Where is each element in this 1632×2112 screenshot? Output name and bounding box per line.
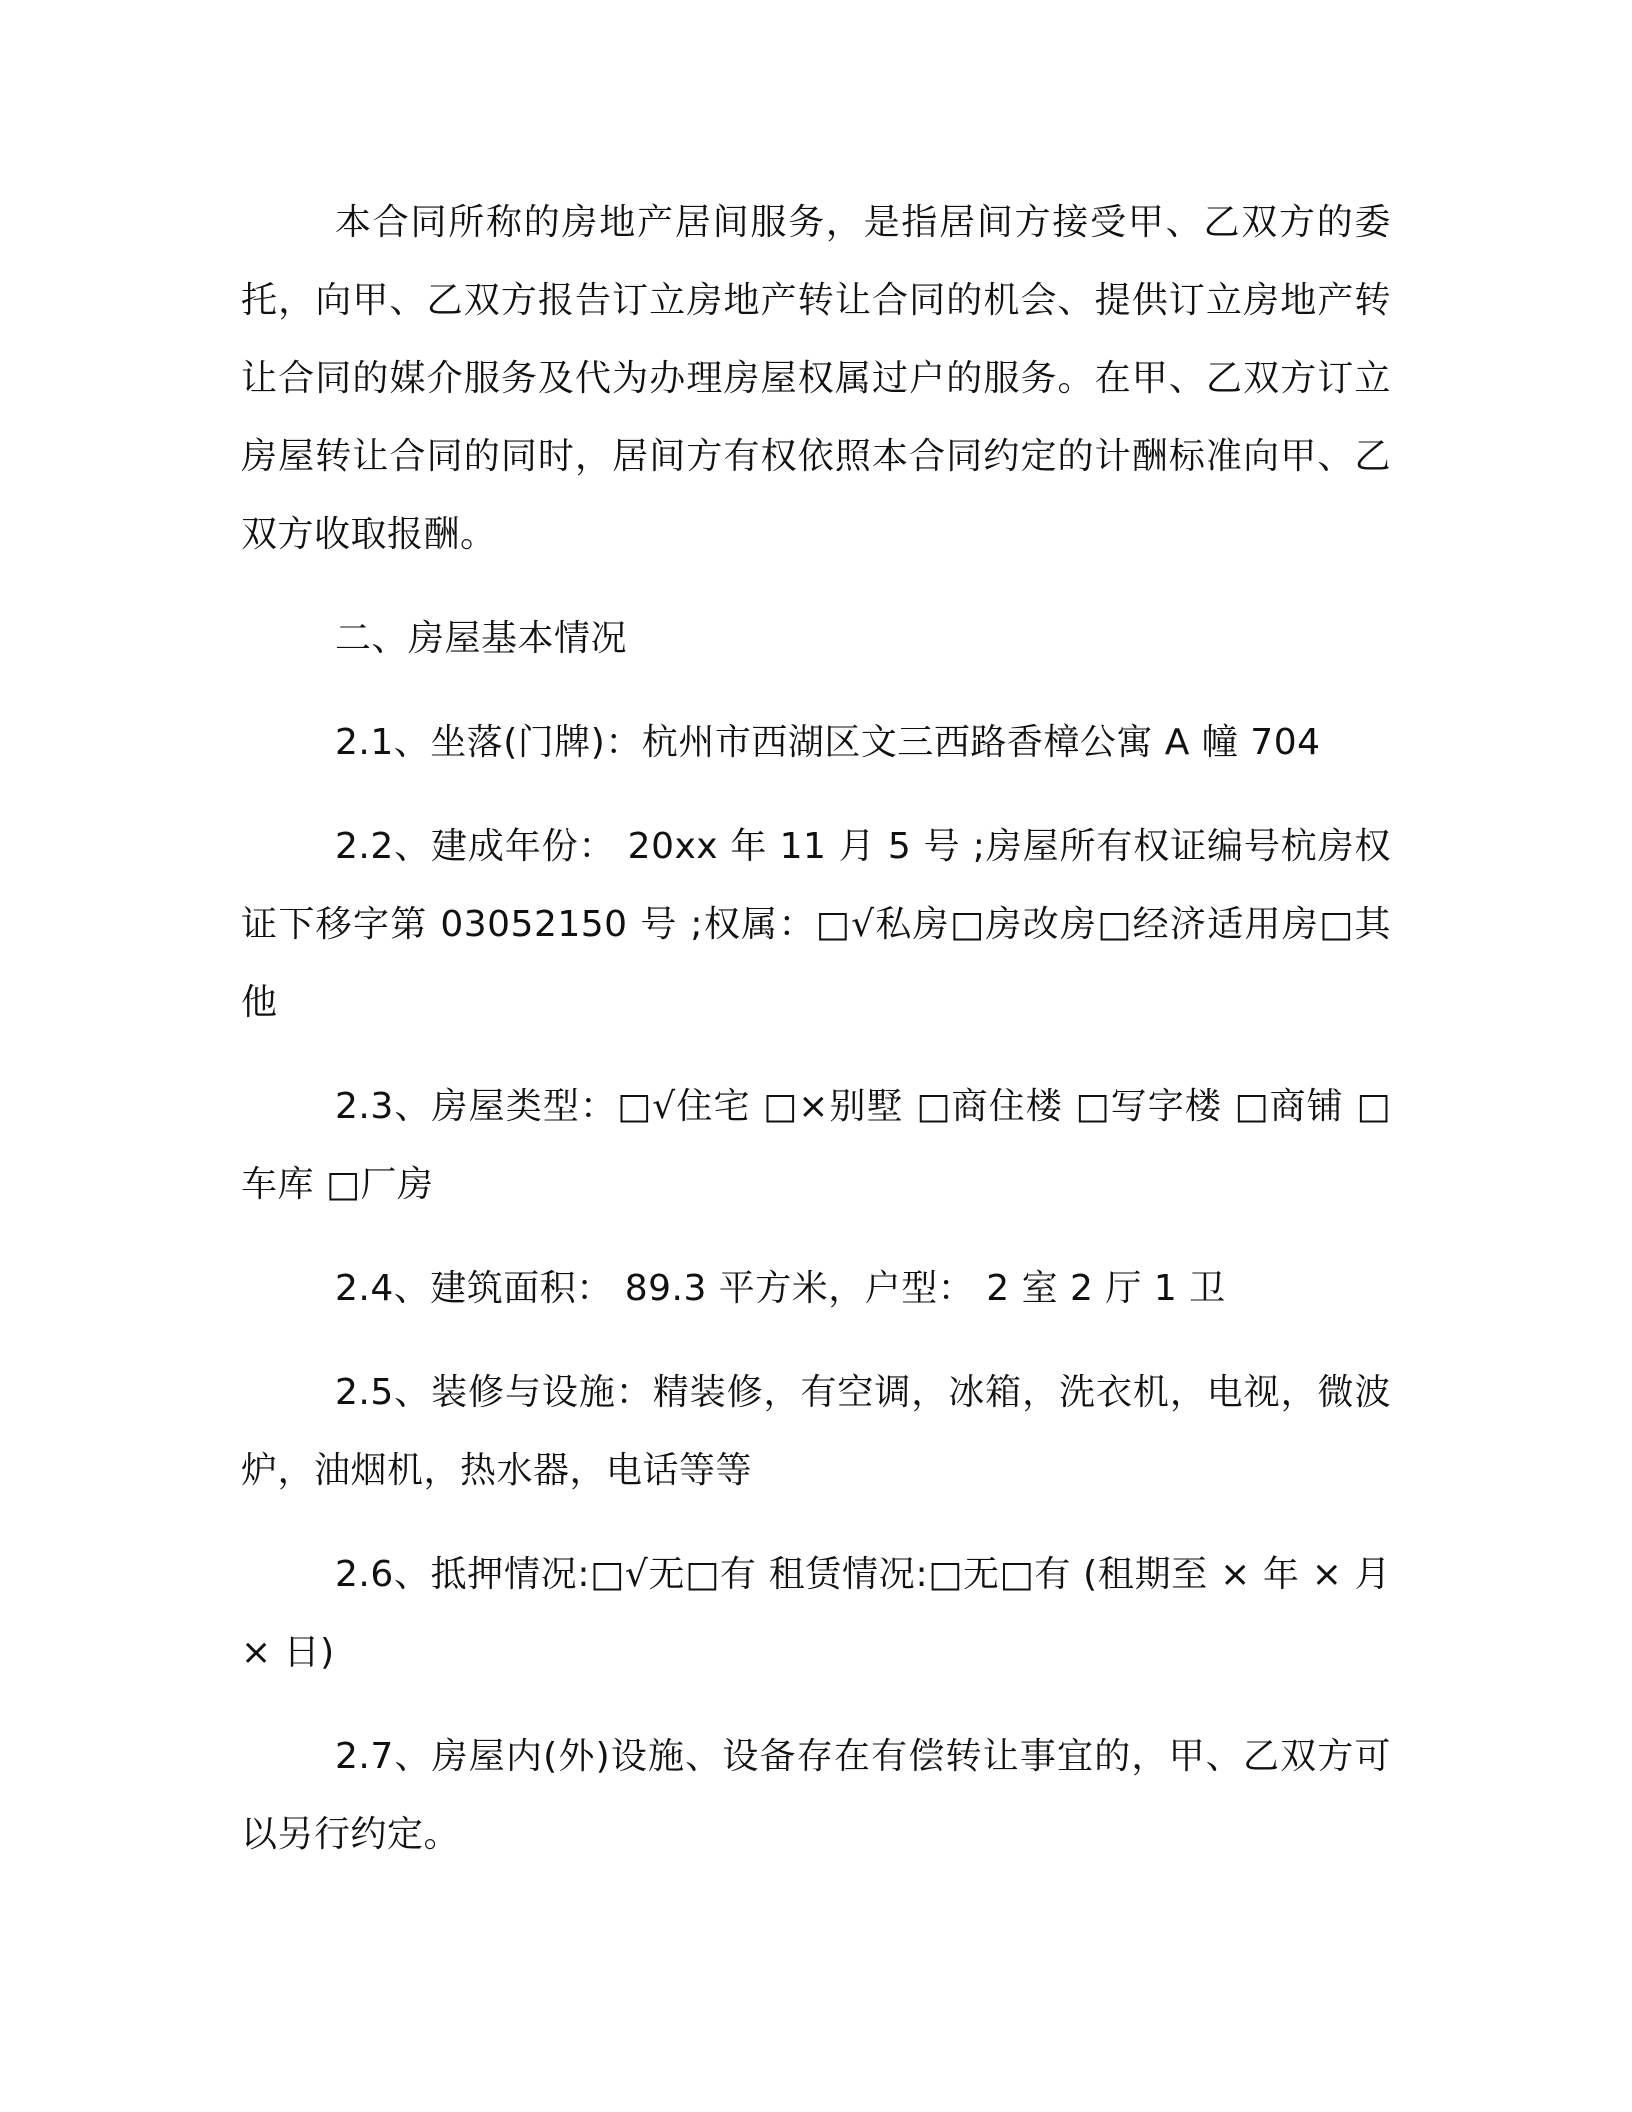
paragraph-2-4-area: 2.4、建筑面积： 89.3 平方米，户型： 2 室 2 厅 1 卫 (335, 1268, 1226, 1309)
section-heading-house-info: 二、房屋基本情况 (335, 618, 628, 659)
paragraph-2-1-location: 2.1、坐落(门牌)：杭州市西湖区文三西路香樟公寓 A 幢 704 (335, 722, 1321, 763)
document-body (241, 184, 1391, 1900)
paragraph-service-definition: 本合同所称的房地产居间服务，是指居间方接受甲、乙双方的委托，向甲、乙双方报告订立房地产转让合同的机会、提供订立房地产转让合同的媒介服务及代为办理房屋权属过户的服务。在甲、乙双方订立房屋转让合同的同时，居间方有权依照本合同约定的计酬标准向甲、乙双方收取报酬。 (241, 202, 1391, 555)
paragraph-2-6-mortgage: 2.6、抵押情况:□√无□有 租赁情况:□无□有 (租期至 × 年 × 月 × 日) (241, 1554, 1391, 1673)
paragraph-2-3-house-type: 2.3、房屋类型：□√住宅 □×别墅 □商住楼 □写字楼 □商铺 □车库 □厂房 (241, 1086, 1391, 1205)
paragraph-2-7-facilities: 2.7、房屋内(外)设施、设备存在有偿转让事宜的，甲、乙双方可以另行约定。 (241, 1736, 1391, 1855)
paragraph-2-5-decoration: 2.5、装修与设施：精装修，有空调，冰箱，洗衣机，电视，微波炉，油烟机，热水器，电话等等 (241, 1372, 1391, 1491)
paragraph-2-2-build-year: 2.2、建成年份： 20xx 年 11 月 5 号 ;房屋所有权证编号杭房权证下移字第 03052150 号 ;权属：□√私房□房改房□经济适用房□其他 (241, 826, 1391, 1023)
